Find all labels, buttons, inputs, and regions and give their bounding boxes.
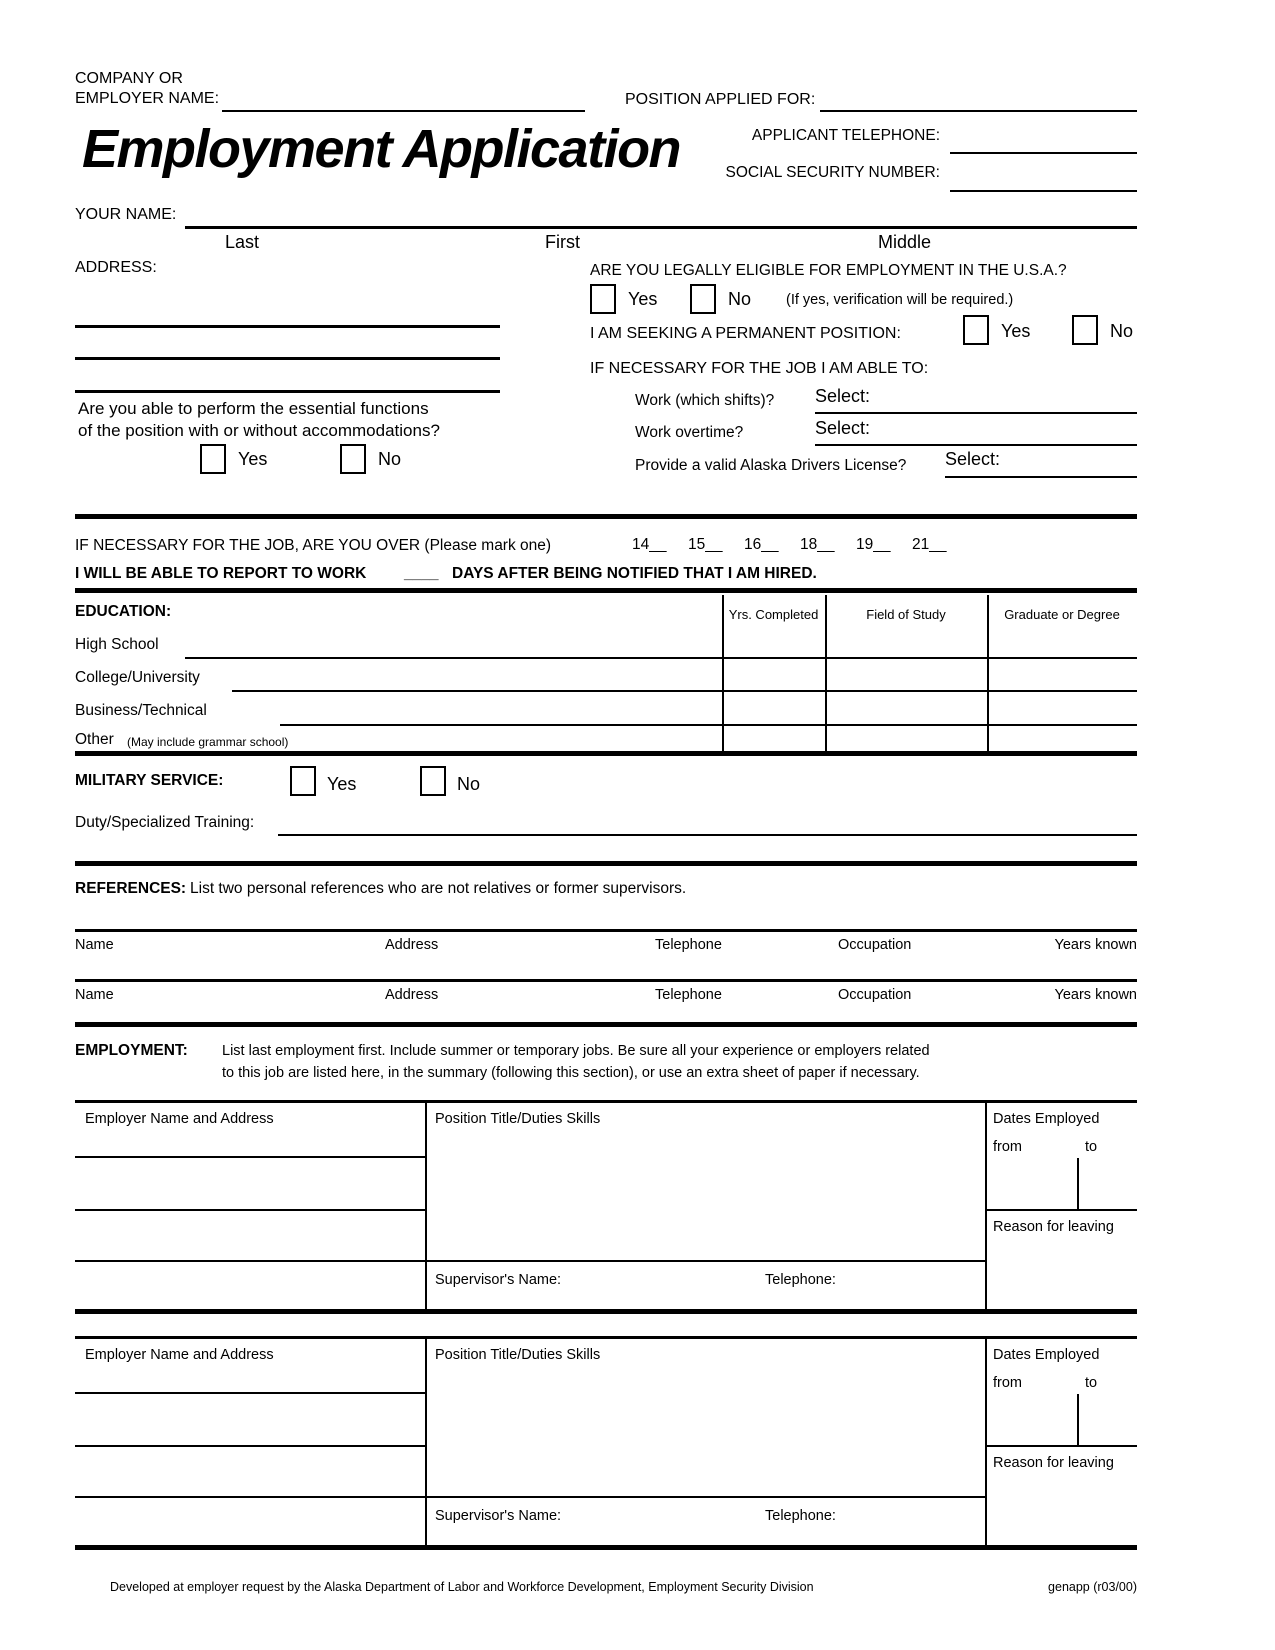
reference-row-line[interactable] (75, 929, 1137, 932)
ref-col-years-known: Years known (1054, 937, 1137, 953)
employer-field-line-1[interactable] (75, 1392, 425, 1394)
employment-description-line1: List last employment first. Include summer or temporary jobs. Be sure all your experience or employers related (222, 1043, 930, 1059)
duty-training-field[interactable] (278, 834, 1137, 836)
section-divider (75, 588, 1137, 593)
employer-field-line-2[interactable] (75, 1209, 425, 1211)
dates-employed-label: Dates Employed (993, 1347, 1100, 1363)
ssn-field[interactable] (950, 190, 1137, 192)
report-text-before: I WILL BE ABLE TO REPORT TO WORK (75, 565, 367, 582)
applicant-telephone-field[interactable] (950, 152, 1137, 154)
dates-to-label: to (1085, 1139, 1098, 1155)
employment-description-line2: to this job are listed here, in the summary (following this section), or use an extra sheet of paper if necessary. (222, 1065, 920, 1081)
section-divider (75, 1022, 1137, 1027)
shifts-select-label: Select: (815, 386, 871, 406)
employer-col-divider (425, 1100, 427, 1313)
license-select-label: Select: (945, 449, 1001, 469)
applicant-telephone-label: APPLICANT TELEPHONE: (751, 127, 940, 144)
dates-col-divider (985, 1100, 987, 1313)
address-label: ADDRESS: (75, 259, 157, 276)
your-name-field[interactable] (185, 226, 1137, 229)
able-to-heading: IF NECESSARY FOR THE JOB I AM ABLE TO: (590, 360, 929, 377)
name-last-label: Last (225, 232, 260, 252)
age-option-15[interactable]: 15__ (688, 536, 723, 553)
accommodations-question-line1: Are you able to perform the essential functions (78, 399, 429, 418)
supervisor-row-divider (75, 1260, 985, 1262)
your-name-label: YOUR NAME: (75, 206, 177, 223)
reason-divider (985, 1445, 1137, 1447)
other-label: Other (75, 731, 114, 748)
education-bottom-rule (75, 751, 1137, 756)
ref-col-occupation: Occupation (838, 987, 912, 1003)
employer-col-divider (425, 1336, 427, 1549)
eligibility-no-label: No (728, 289, 752, 309)
education-heading: EDUCATION: (75, 603, 172, 620)
report-days-blank[interactable]: ____ (404, 565, 439, 582)
eligibility-yes-label: Yes (628, 289, 658, 309)
military-no-checkbox[interactable] (420, 766, 446, 796)
overtime-field[interactable] (815, 444, 1137, 446)
position-applied-label: POSITION APPLIED FOR: (625, 91, 816, 108)
shifts-label: Work (which shifts)? (635, 392, 775, 409)
address-field-3[interactable] (75, 390, 500, 393)
overtime-label: Work overtime? (635, 424, 744, 441)
reason-divider (985, 1209, 1137, 1211)
position-title-label: Position Title/Duties Skills (435, 1347, 601, 1363)
eligibility-yes-checkbox[interactable] (590, 284, 616, 314)
address-field-2[interactable] (75, 357, 500, 360)
footer-attribution: Developed at employer request by the Alaska Department of Labor and Workforce Development, Employment Security Division (110, 1580, 814, 1594)
company-name-field[interactable] (222, 110, 585, 112)
references-heading: REFERENCES: (75, 880, 187, 897)
military-yes-checkbox[interactable] (290, 766, 316, 796)
employer-field-line-2[interactable] (75, 1445, 425, 1447)
ref-col-name: Name (75, 987, 114, 1003)
eligibility-note: (If yes, verification will be required.) (786, 292, 1014, 308)
overtime-select-label: Select: (815, 418, 871, 438)
dates-employed-label: Dates Employed (993, 1111, 1100, 1127)
permanent-no-checkbox[interactable] (1072, 315, 1098, 345)
reason-for-leaving-label: Reason for leaving (993, 1455, 1114, 1471)
ref-col-name: Name (75, 937, 114, 953)
shifts-field[interactable] (815, 412, 1137, 414)
dates-from-label: from (993, 1375, 1022, 1391)
references-description: List two personal references who are not relatives or former supervisors. (190, 880, 687, 897)
accommodations-no-label: No (378, 449, 402, 469)
reference-row-line[interactable] (75, 979, 1137, 982)
accommodations-no-checkbox[interactable] (340, 444, 366, 474)
age-option-18[interactable]: 18__ (800, 536, 835, 553)
ref-col-address: Address (385, 987, 439, 1003)
position-title-label: Position Title/Duties Skills (435, 1111, 601, 1127)
company-label-line2: EMPLOYER NAME: (75, 90, 220, 107)
license-label: Provide a valid Alaska Drivers License? (635, 457, 907, 474)
education-col-field: Field of Study (866, 607, 946, 622)
education-col-grad: Graduate or Degree (1004, 607, 1120, 622)
page-title: Employment Application (82, 119, 681, 179)
age-option-21[interactable]: 21__ (912, 536, 947, 553)
business-field[interactable] (280, 724, 1137, 726)
employment-heading: EMPLOYMENT: (75, 1042, 188, 1059)
age-question-label: IF NECESSARY FOR THE JOB, ARE YOU OVER (Please mark one) (75, 537, 552, 554)
military-heading: MILITARY SERVICE: (75, 772, 224, 789)
permanent-no-label: No (1110, 321, 1134, 341)
permanent-position-label: I AM SEEKING A PERMANENT POSITION: (590, 325, 901, 342)
dates-from-label: from (993, 1139, 1022, 1155)
accommodations-yes-checkbox[interactable] (200, 444, 226, 474)
position-applied-field[interactable] (820, 110, 1137, 112)
high-school-label: High School (75, 636, 159, 653)
college-field[interactable] (232, 690, 1137, 692)
block-bottom-rule (75, 1545, 1137, 1550)
reason-for-leaving-label: Reason for leaving (993, 1219, 1114, 1235)
block-top-line (75, 1100, 1137, 1103)
footer-form-code: genapp (r03/00) (1048, 1580, 1137, 1594)
name-middle-label: Middle (878, 232, 932, 252)
ref-col-occupation: Occupation (838, 937, 912, 953)
supervisor-row-divider (75, 1496, 985, 1498)
from-to-divider (1077, 1394, 1079, 1445)
block-bottom-rule (75, 1309, 1137, 1314)
high-school-field[interactable] (185, 657, 1137, 659)
education-col-yrs: Yrs. Completed (728, 607, 819, 622)
ref-col-years-known: Years known (1054, 987, 1137, 1003)
block-top-line (75, 1336, 1137, 1339)
other-label-note: (May include grammar school) (127, 735, 289, 749)
military-no-label: No (457, 774, 481, 794)
ref-col-telephone: Telephone (655, 987, 722, 1003)
company-label-line1: COMPANY OR (75, 70, 183, 87)
employer-name-address-label: Employer Name and Address (85, 1111, 274, 1127)
report-text-after: DAYS AFTER BEING NOTIFIED THAT I AM HIRED. (452, 565, 817, 582)
military-yes-label: Yes (327, 774, 357, 794)
name-first-label: First (545, 232, 580, 252)
supervisor-name-label: Supervisor's Name: (435, 1508, 562, 1524)
supervisor-name-label: Supervisor's Name: (435, 1272, 562, 1288)
dates-to-label: to (1085, 1375, 1098, 1391)
employer-field-line-1[interactable] (75, 1156, 425, 1158)
supervisor-telephone-label: Telephone: (765, 1508, 836, 1524)
address-field-1[interactable] (75, 325, 500, 328)
eligibility-question: ARE YOU LEGALLY ELIGIBLE FOR EMPLOYMENT IN THE U.S.A.? (590, 262, 1067, 279)
eligibility-no-checkbox[interactable] (690, 284, 716, 314)
dates-col-divider (985, 1336, 987, 1549)
accommodations-question-line2: of the position with or without accommodations? (78, 421, 440, 440)
from-to-divider (1077, 1158, 1079, 1209)
age-option-14[interactable]: 14__ (632, 536, 667, 553)
license-field[interactable] (945, 476, 1137, 478)
permanent-yes-label: Yes (1001, 321, 1031, 341)
duty-training-label: Duty/Specialized Training: (75, 814, 255, 831)
ref-col-telephone: Telephone (655, 937, 722, 953)
age-option-19[interactable]: 19__ (856, 536, 891, 553)
college-label: College/University (75, 669, 200, 686)
section-divider (75, 514, 1137, 519)
accommodations-yes-label: Yes (238, 449, 268, 469)
business-label: Business/Technical (75, 702, 207, 719)
permanent-yes-checkbox[interactable] (963, 315, 989, 345)
ref-col-address: Address (385, 937, 439, 953)
ssn-label: SOCIAL SECURITY NUMBER: (725, 164, 940, 181)
supervisor-telephone-label: Telephone: (765, 1272, 836, 1288)
section-divider (75, 861, 1137, 866)
age-option-16[interactable]: 16__ (744, 536, 779, 553)
employer-name-address-label: Employer Name and Address (85, 1347, 274, 1363)
